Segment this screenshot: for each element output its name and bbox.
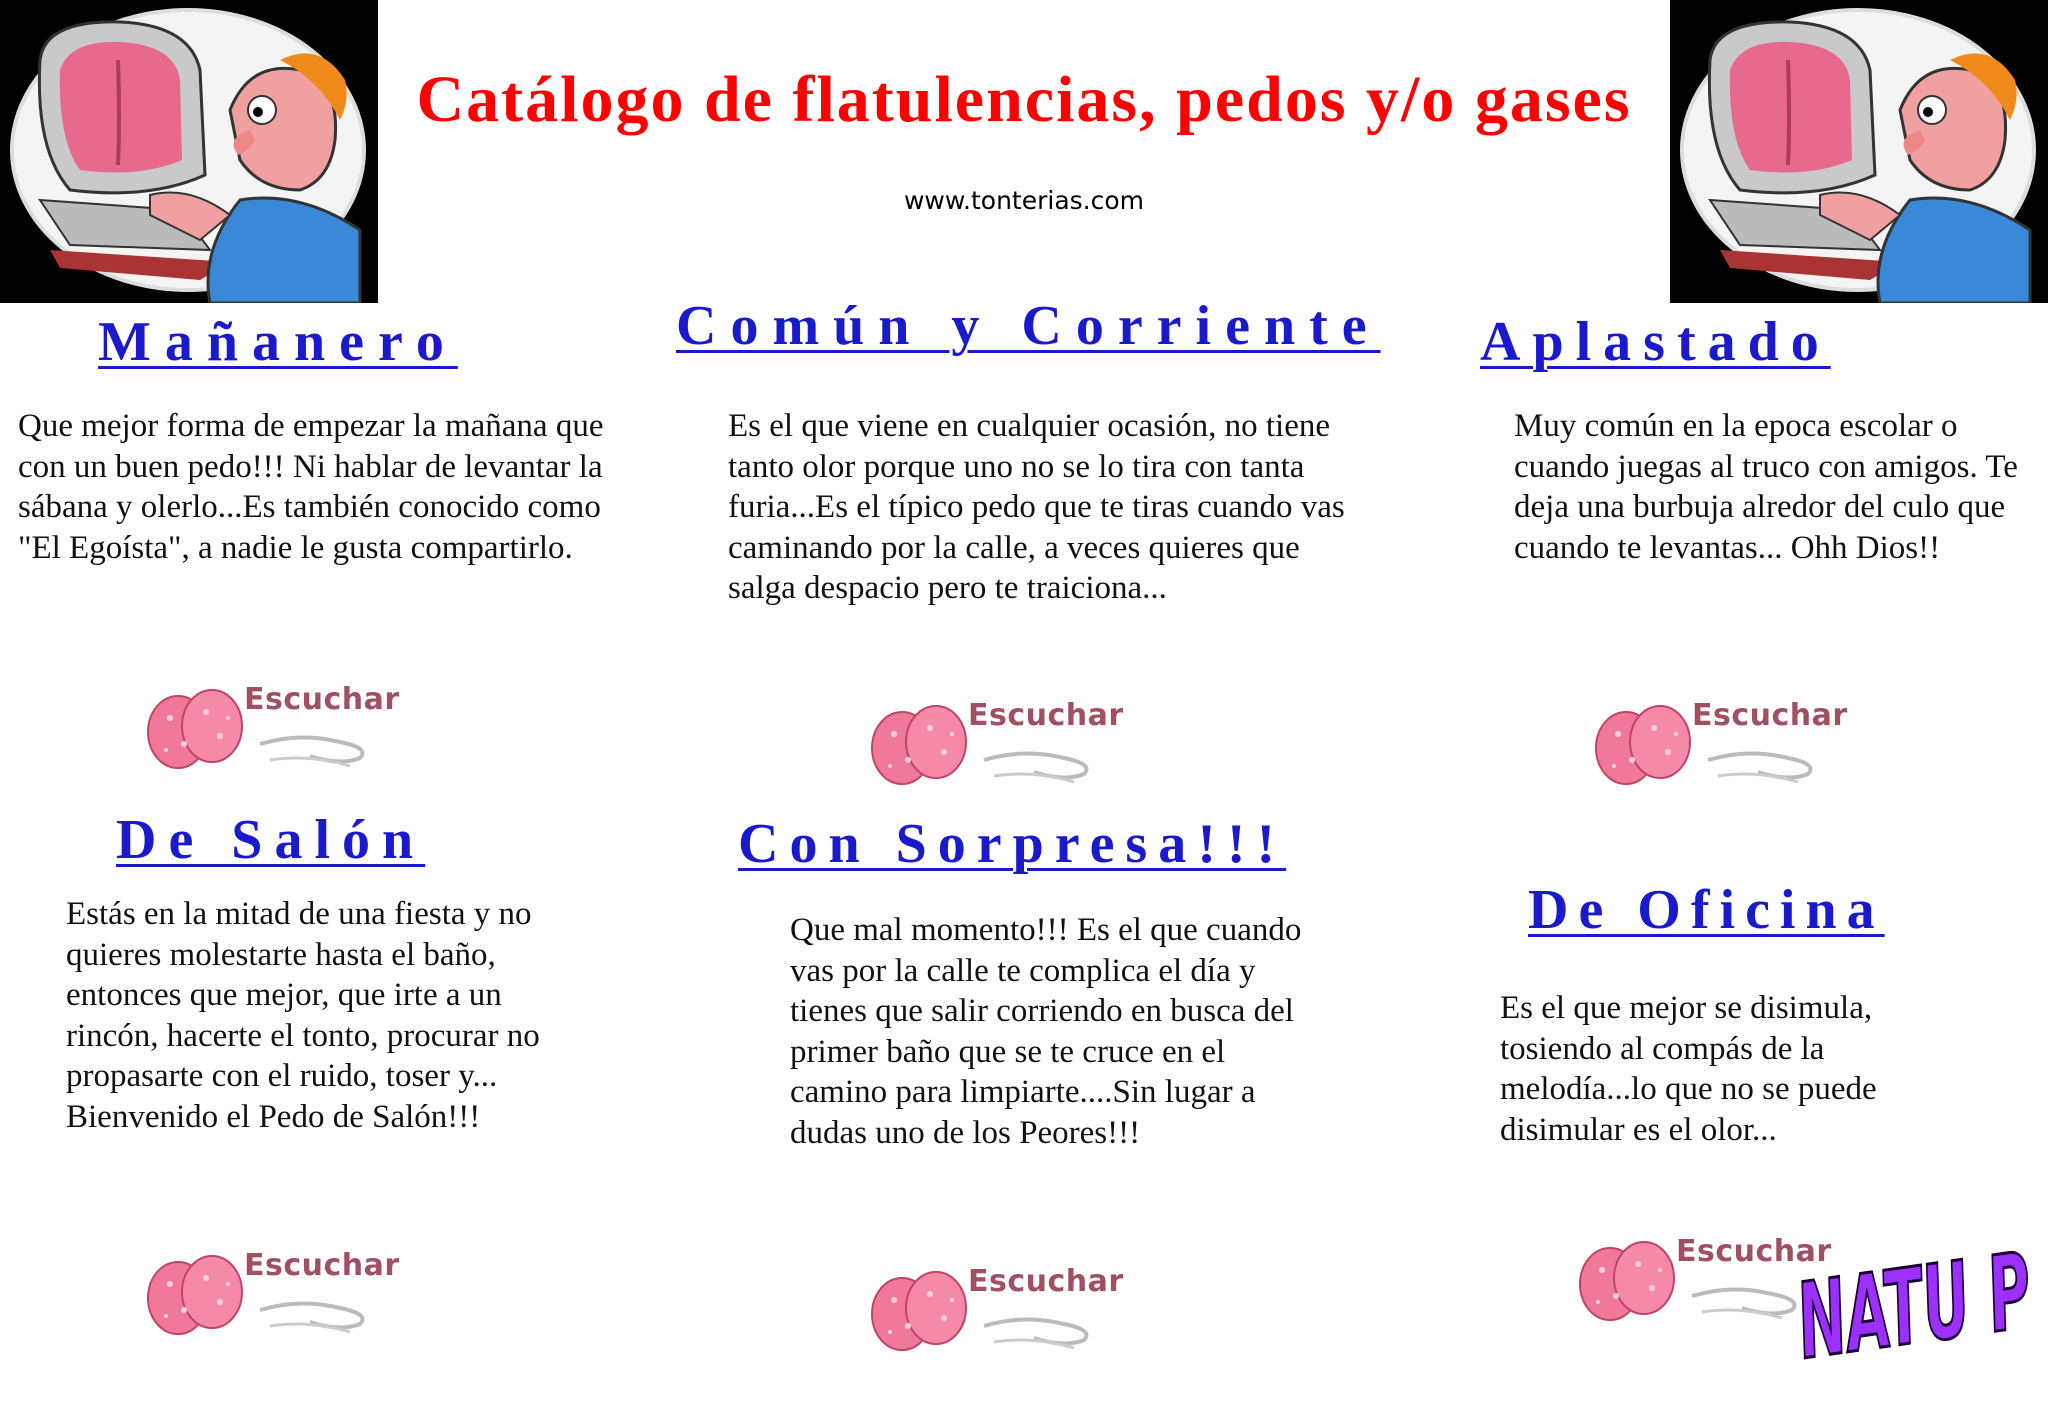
listen-button-mananero[interactable] bbox=[140, 674, 440, 778]
cartoon-man-computer-image-left bbox=[0, 0, 378, 303]
description-mananero: Que mejor forma de empezar la mañana que con un buen pedo!!! Ni hablar de levantar la sábana y olerlo...Es también conocido como "El Egoísta", a nadie le gusta compartirlo. bbox=[18, 408, 604, 566]
description-de-oficina: Es el que mejor se disimula, tosiendo al compás de la melodía...lo que no se puede disimular es el olor... bbox=[1500, 990, 1877, 1148]
heading-con-sorpresa-link[interactable]: Con Sorpresa!!! bbox=[738, 813, 1287, 875]
listen-button-label: Escuchar bbox=[1676, 1234, 1832, 1269]
listen-button-label: Escuchar bbox=[244, 1248, 400, 1283]
heading-de-oficina-link[interactable]: De Oficina bbox=[1528, 879, 1885, 941]
cartoon-man-computer-image-right bbox=[1670, 0, 2048, 303]
description-aplastado: Muy común en la epoca escolar o cuando juegas al truco con amigos. Te deja una burbuja alredor del culo que cuando te levantas... Ohh Dios!! bbox=[1514, 408, 2018, 566]
heading-comun-y-corriente-link[interactable]: Común y Corriente bbox=[676, 295, 1381, 357]
heading-aplastado-link[interactable]: Aplastado bbox=[1480, 311, 1831, 373]
listen-button-label: Escuchar bbox=[968, 698, 1124, 733]
listen-button-label: Escuchar bbox=[244, 682, 400, 717]
listen-button-de-salon[interactable] bbox=[140, 1240, 440, 1344]
listen-button-comun-y-corriente[interactable] bbox=[864, 690, 1164, 794]
description-con-sorpresa: Que mal momento!!! Es el que cuando vas por la calle te complica el día y tienes que salir corriendo en busca del primer baño que se te cruce en el camino para limpiarte....Sin lugar a dudas uno de los Peores!!! bbox=[790, 912, 1302, 1151]
listen-button-con-sorpresa[interactable] bbox=[864, 1256, 1164, 1360]
signature-watermark: NATU P bbox=[1790, 1229, 2039, 1383]
page-title: Catálogo de flatulencias, pedos y/o gases bbox=[416, 63, 1632, 136]
listen-button-label: Escuchar bbox=[968, 1264, 1124, 1299]
description-de-salon: Estás en la mitad de una fiesta y no quieres molestarte hasta el baño, entonces que mejor, que irte a un rincón, hacerte el tonto, procurar no propasarte con el ruido, toser y... Bienvenido el Pedo de Salón!!! bbox=[66, 896, 540, 1135]
heading-de-salon-link[interactable]: De Salón bbox=[116, 809, 426, 871]
listen-button-aplastado[interactable] bbox=[1588, 690, 1888, 794]
description-comun-y-corriente: Es el que viene en cualquier ocasión, no tiene tanto olor porque uno no se lo tira con tanta furia...Es el típico pedo que te tiras cuando vas caminando por la calle, a veces quieres que salga despacio pero te traiciona... bbox=[728, 408, 1345, 606]
heading-mananero-link[interactable]: Mañanero bbox=[98, 311, 458, 373]
listen-button-label: Escuchar bbox=[1692, 698, 1848, 733]
site-url: www.tonterias.com bbox=[903, 186, 1145, 215]
